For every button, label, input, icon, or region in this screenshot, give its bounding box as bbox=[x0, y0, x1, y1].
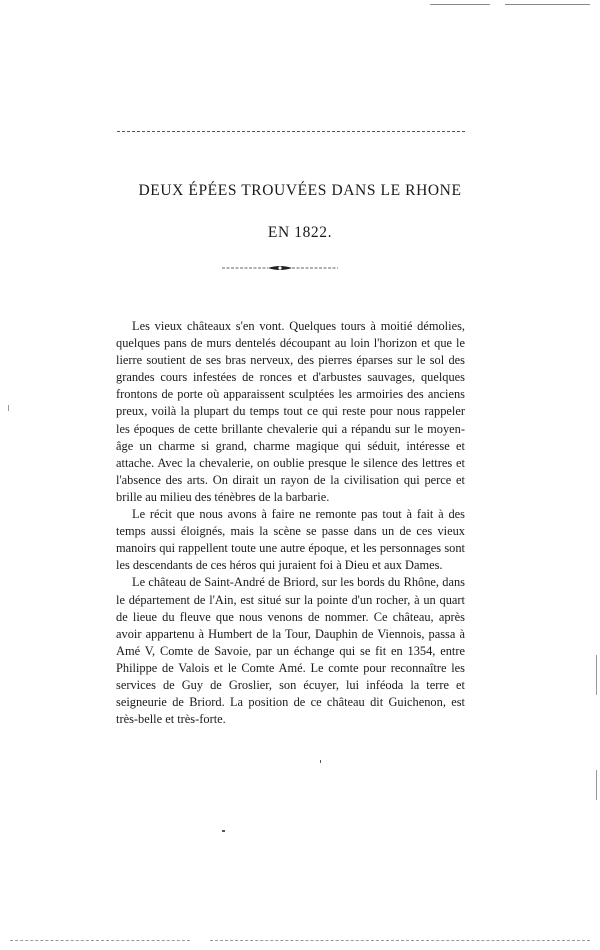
top-edge-rule bbox=[505, 4, 590, 5]
top-edge-rule bbox=[430, 4, 490, 5]
chapter-title: DEUX ÉPÉES TROUVÉES DANS LE RHONE bbox=[138, 182, 462, 199]
page-edge-mark bbox=[596, 770, 597, 800]
paragraph: Le récit que nous avons à faire ne remonte pas tout à fait à des temps aussi éloignés, mais la scène se passe dans un de ces vieux manoirs qui rappellent toute une autre époque, et les personnages sont les descendants de ces héros qui juraient foi à Dieu et aux Dames. bbox=[116, 507, 465, 573]
page-edge-mark bbox=[8, 405, 9, 411]
header-rule bbox=[117, 131, 465, 132]
paragraph: Le château de Saint-André de Briord, sur les bords du Rhône, dans le département de l'Ain, est situé sur la pointe d'un rocher, à un quart de lieue du fleuve que nous venons de nommer. Ce château, après avoir appartenu à Humbert de la Tour, Dauphin de Viennois, passa à Amé V, Comte de Savoie, par un échange qui se fit en 1354, entre Philippe de Valois et le Comte Amé. Le comte pour reconnaître les services de Guy de Groslier, son écuyer, lui inféoda la terre et seigneurie de Briord. La position de ce château dit Guichenon, est très-belle et très-forte. bbox=[116, 575, 465, 727]
chapter-subtitle: EN 1822. bbox=[267, 224, 333, 241]
ornament-divider-icon bbox=[220, 263, 340, 273]
page-edge-mark bbox=[596, 655, 597, 695]
body-text bbox=[116, 318, 465, 728]
ink-speck bbox=[222, 830, 225, 832]
ink-speck bbox=[320, 760, 321, 763]
bottom-edge-rule bbox=[210, 940, 590, 941]
paragraph: Les vieux châteaux s'en vont. Quelques tours à moitié démolies, quelques pans de murs dentelés découpant au loin l'horizon et que le lierre soutient de ses bras nerveux, des pierres éparses sur le sol des grandes cours infestées de ronces et d'arbustes sauvages, quelques frontons de porte où apparaissent sculptées les armoiries des anciens preux, voilà la plupart du temps tout ce qui reste pour nous rappeler les époques de cette brillante chevalerie qui a répandu sur le moyen-âge un charme si grand, charme magique qui séduit, intéresse et attache. Avec la chevalerie, on oublie presque le silence des lettres et l'absence des arts. On dirait un rayon de la civilisation qui perce et brille au milieu des ténèbres de la barbarie. bbox=[116, 319, 465, 504]
bottom-edge-rule bbox=[10, 940, 190, 941]
